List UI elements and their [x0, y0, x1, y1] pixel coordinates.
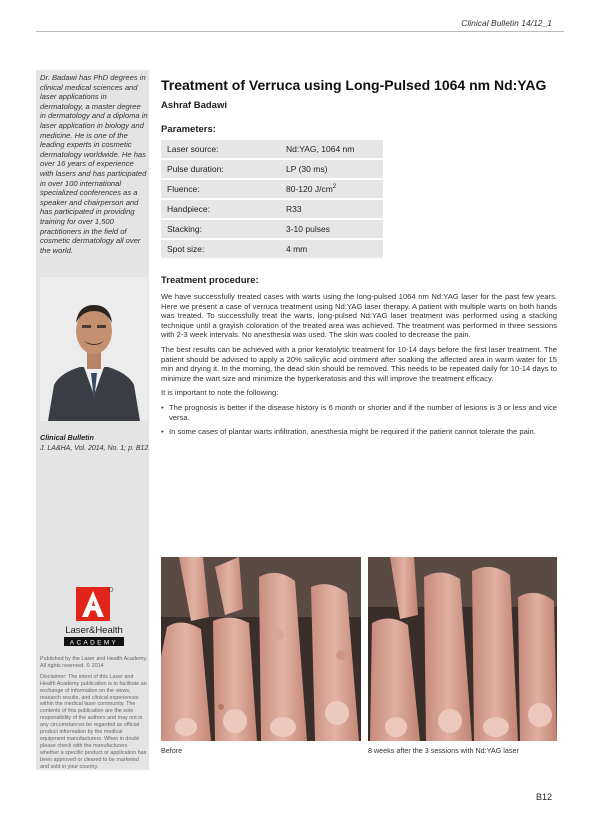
param-value: Nd:YAG, 1064 nm: [280, 140, 383, 158]
logo-text: Laser&Health: [65, 625, 123, 636]
copyright-notice: Published by the Laser and Health Academy. All rights reserved. © 2014: [40, 656, 148, 669]
journal-reference: J. LA&HA, Vol. 2014, No. 1; p. B12.: [40, 445, 151, 452]
param-value: 4 mm: [280, 240, 383, 258]
param-value: LP (30 ms): [280, 160, 383, 178]
laser-health-academy-logo: [62, 587, 126, 649]
before-treatment-photo: [161, 557, 361, 741]
after-treatment-photo: [368, 557, 557, 741]
table-row: [161, 160, 383, 178]
parameters-table: [161, 138, 383, 260]
param-label: Handpiece:: [161, 200, 280, 218]
param-value: [280, 180, 383, 198]
article-title: Treatment of Verruca using Long-Pulsed 1064 nm Nd:YAG: [161, 77, 547, 93]
table-row: [161, 240, 383, 258]
author-name: Ashraf Badawi: [161, 100, 227, 111]
header-divider: [36, 31, 564, 32]
table-row: [161, 220, 383, 238]
body-paragraph: It is important to note the following:: [161, 388, 279, 398]
table-row: [161, 180, 383, 198]
param-value: 3-10 pulses: [280, 220, 383, 238]
param-value: R33: [280, 200, 383, 218]
fluence-superscript: 2: [332, 184, 337, 191]
author-bio: Dr. Badawi has PhD degrees in clinical medical sciences and laser applications in dermatology, a master degree in dermatology and a diploma in laser application in biology and medicine. He is one of the leading experts in cosmetic dermatology worldwide. He has over 16 years of experience with lasers and has participated in over 100 international specialized conferences as a speaker and chairperson and has participated in providing training for over 1,500 practitioners in the field of cosmetic dermatology all over the world.: [40, 73, 148, 255]
publication-disclaimer: [40, 656, 148, 775]
procedure-heading: Treatment procedure:: [161, 275, 259, 286]
article-body: [161, 292, 557, 442]
bulletin-header: Clinical Bulletin 14/12_1: [461, 18, 552, 28]
notes-list: [161, 403, 557, 437]
logo-academy-text: ACADEMY: [69, 639, 119, 647]
fluence-value: 80-120 J/cm: [286, 184, 333, 194]
clinical-bulletin-label: Clinical Bulletin: [40, 433, 94, 442]
param-label: Laser source:: [161, 140, 280, 158]
table-row: [161, 140, 383, 158]
page-number: B12: [536, 792, 553, 802]
param-label: Pulse duration:: [161, 160, 280, 178]
param-label: Fluence:: [161, 180, 280, 198]
param-label: Spot size:: [161, 240, 280, 258]
disclaimer-text: Disclaimer: The intent of this Laser and Health Academy publication is to facilitate an exchange of information on the views, research results, and clinical experiences within the medical laser community. The contents of this publication are the sole responsibility of the authors and may not in any circumstances be regarded as official product information by the medical equipment manufacturers. When in doubt please check with the manufacturers whether a specific product or application has been approved or cleared to be marketed and sold in your country.: [40, 673, 147, 770]
before-caption: Before: [161, 746, 183, 755]
param-label: Stacking:: [161, 220, 280, 238]
after-caption: 8 weeks after the 3 sessions with Nd:YAG laser: [368, 746, 519, 755]
body-paragraph: We have successfully treated cases with warts using the long-pulsed 1064 nm Nd:YAG laser for the past few years. Here we present a case of verruca treatment using Nd:YAG laser therapy. A patient with multiple warts on both hands was treated. To successfully treat the warts, long-pulsed Nd:YAG laser treatment was performed using a stacking technique until a grayish coloration of the treated area was achieved. The treatment was performed in three sessions with 2-3 week intervals. No anesthesia was used. The skin was cooled to decrease the pain.: [161, 292, 557, 340]
parameters-heading: Parameters:: [161, 124, 216, 135]
table-row: [161, 200, 383, 218]
body-paragraph: The best results can be achieved with a prior keratolytic treatment for 10-14 days before the first laser treatment. The patient should be advised to apply a 20% salicylic acid ointment after soaking the affected area in warm water for 15 min and drying it. In the morning, the dead skin should be removed. This needs to be repeated daily for 10-14 days to minimize the wart size and minimize the hyperkeratosis and this will improve the treatment efficacy.: [161, 344, 557, 383]
list-item: • The prognosis is better if the disease history is 6 month or shorter and if the number of lesions is 3 or less and vice versa.: [161, 403, 557, 422]
list-item: • In some cases of plantar warts infiltration, anesthesia might be required if the patient cannot tolerate the pain.: [161, 427, 557, 437]
author-photo: [40, 277, 148, 421]
